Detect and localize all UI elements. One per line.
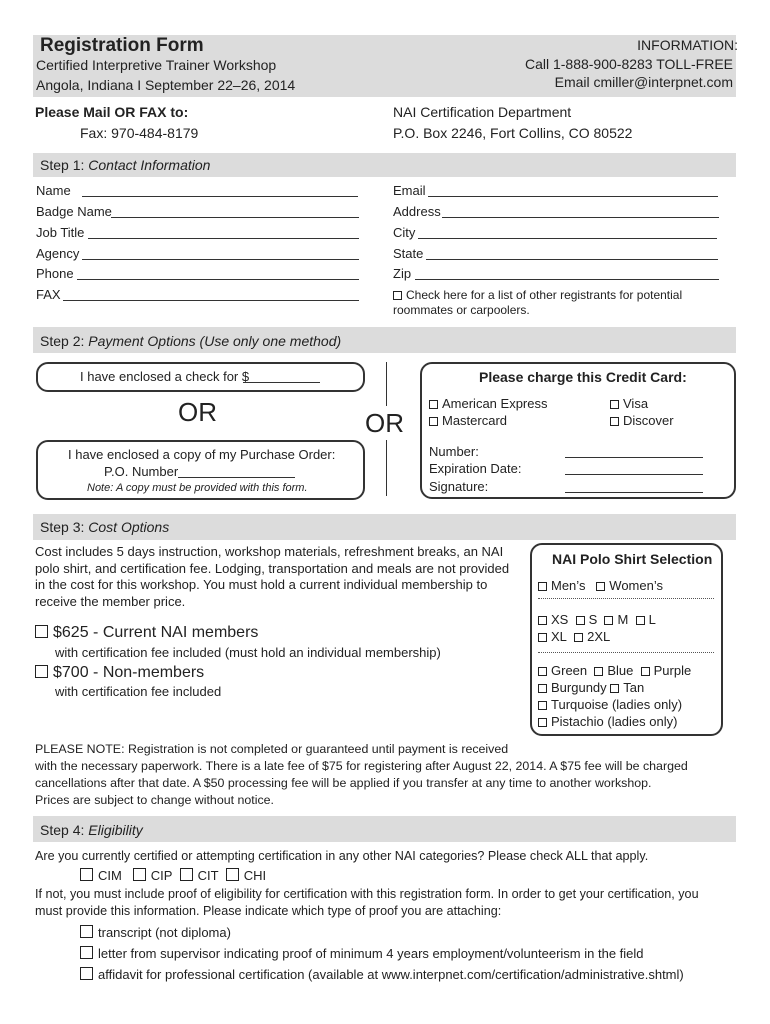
info-title: INFORMATION: xyxy=(637,37,738,53)
field-label-zip: Zip xyxy=(393,266,412,281)
category-list xyxy=(80,868,266,883)
roommate-label-2: roommates or carpoolers. xyxy=(393,303,530,317)
mail-label: Please Mail OR FAX to: xyxy=(35,104,189,120)
roommate-label-1: Check here for a list of other registrants for potential xyxy=(406,288,683,302)
field-address-input[interactable] xyxy=(442,217,719,218)
polo-genders xyxy=(538,578,663,593)
blue-checkbox[interactable] xyxy=(594,667,603,676)
or-divider-top xyxy=(386,362,387,406)
field-label-address: Address xyxy=(393,204,441,219)
women-checkbox[interactable] xyxy=(596,582,605,591)
mail-address: P.O. Box 2246, Fort Collins, CO 80522 xyxy=(393,125,633,141)
mail-fax: Fax: 970-484-8179 xyxy=(80,125,199,141)
field-state-input[interactable] xyxy=(426,259,718,260)
polo-colors-row1 xyxy=(538,663,691,678)
category-chi[interactable]: CHI xyxy=(226,868,266,883)
2xl-checkbox[interactable] xyxy=(574,633,583,642)
size-m[interactable]: M xyxy=(604,612,628,627)
polo-title: NAI Polo Shirt Selection xyxy=(552,551,713,567)
transcript-checkbox[interactable] xyxy=(80,925,93,938)
field-zip-input[interactable] xyxy=(415,279,719,280)
nonmember-checkbox[interactable] xyxy=(35,665,48,678)
field-agency-input[interactable] xyxy=(82,259,359,260)
field-fax-input[interactable] xyxy=(63,300,359,301)
card-visa[interactable]: Visa xyxy=(610,396,648,411)
tan-checkbox[interactable] xyxy=(610,684,619,693)
cip-checkbox[interactable] xyxy=(133,868,146,881)
letter-checkbox[interactable] xyxy=(80,946,93,959)
field-label-phone: Phone xyxy=(36,266,74,281)
l-checkbox[interactable] xyxy=(636,616,645,625)
cc-expiration-input[interactable] xyxy=(565,474,703,475)
field-label-email: Email xyxy=(393,183,426,198)
option-nonmember[interactable]: $700 - Non-members xyxy=(35,664,204,682)
step3-heading: Step 3: Cost Options xyxy=(40,519,170,535)
men-checkbox[interactable] xyxy=(538,582,547,591)
option-member-sub: with certification fee included (must hold an individual membership) xyxy=(55,645,441,660)
cc-number-label: Number: xyxy=(429,444,479,459)
cc-title: Please charge this Credit Card: xyxy=(479,369,687,385)
m-checkbox[interactable] xyxy=(604,616,613,625)
category-cim[interactable]: CIM xyxy=(80,868,122,883)
cost-description: Cost includes 5 days instruction, workshop materials, refreshment breaks, an NAI polo shirt, and certification fee. Lodging, transportation and meals are not provided in the cost for this workshop. You must hold a current individual membership to receive the member price. xyxy=(35,544,510,609)
color-turquoise[interactable]: Turquoise (ladies only) xyxy=(538,697,682,712)
turquoise-checkbox[interactable] xyxy=(538,701,547,710)
proof-affidavit[interactable]: affidavit for professional certification (available at www.interpnet.com/certification/administrative.shtml) xyxy=(80,967,684,982)
category-cip[interactable]: CIP xyxy=(133,868,173,883)
step2-heading: Step 2: Payment Options (Use only one method) xyxy=(40,333,342,349)
polo-colors-row3 xyxy=(538,697,682,712)
polo-colors-row2 xyxy=(538,680,644,695)
field-label-agency: Agency xyxy=(36,246,80,261)
field-name-input[interactable] xyxy=(82,196,358,197)
affidavit-checkbox[interactable] xyxy=(80,967,93,980)
cc-signature-label: Signature: xyxy=(429,479,489,494)
proof-transcript[interactable]: transcript (not diploma) xyxy=(80,925,231,940)
field-label-jobtitle: Job Title xyxy=(36,225,85,240)
check-text: I have enclosed a check for $ xyxy=(80,369,250,384)
po-number-input[interactable] xyxy=(178,477,295,478)
cc-expiration-label: Expiration Date: xyxy=(429,461,522,476)
info-email: Email cmiller@interpnet.com xyxy=(554,74,733,90)
size-s[interactable]: S xyxy=(576,612,598,627)
roommate-option[interactable] xyxy=(393,288,682,318)
field-city-input[interactable] xyxy=(418,238,717,239)
polo-divider-1 xyxy=(538,598,714,599)
proof-instructions: If not, you must include proof of eligibility for certification with this registration form. In order to get your certification, you must provide this information. Please indicate which type of proof you are attaching: xyxy=(35,887,699,918)
field-jobtitle-input[interactable] xyxy=(88,238,359,239)
size-2xl[interactable]: 2XL xyxy=(574,629,610,644)
polo-colors-row4 xyxy=(538,714,677,729)
color-purple[interactable]: Purple xyxy=(641,663,692,678)
workshop-location: Angola, Indiana I September 22–26, 2014 xyxy=(36,77,296,93)
field-phone-input[interactable] xyxy=(77,279,359,280)
or-divider-bottom xyxy=(386,440,387,496)
field-label-city: City xyxy=(393,225,416,240)
cc-signature-input[interactable] xyxy=(565,492,703,493)
color-blue[interactable]: Blue xyxy=(594,663,633,678)
polo-sizes-row1 xyxy=(538,612,656,627)
field-label-name: Name xyxy=(36,183,71,198)
field-badge-input[interactable] xyxy=(111,217,359,218)
roommate-checkbox[interactable] xyxy=(393,291,402,300)
or-left: OR xyxy=(178,397,217,427)
field-label-badge: Badge Name xyxy=(36,204,112,219)
member-checkbox[interactable] xyxy=(35,625,48,638)
or-center: OR xyxy=(365,408,404,438)
form-title: Registration Form xyxy=(40,35,204,56)
option-member[interactable]: $625 - Current NAI members xyxy=(35,624,258,642)
cit-checkbox[interactable] xyxy=(180,868,193,881)
burgundy-checkbox[interactable] xyxy=(538,684,547,693)
mastercard-checkbox[interactable] xyxy=(429,417,438,426)
workshop-subtitle: Certified Interpretive Trainer Workshop xyxy=(36,57,277,73)
category-cit[interactable]: CIT xyxy=(180,868,219,883)
po-note: Note: A copy must be provided with this form. xyxy=(87,482,308,494)
color-pistachio[interactable]: Pistachio (ladies only) xyxy=(538,714,677,729)
card-mastercard[interactable]: Mastercard xyxy=(429,413,507,428)
gender-men[interactable]: Men’s xyxy=(538,578,585,593)
mail-dept: NAI Certification Department xyxy=(393,104,572,120)
po-number-label: P.O. Number xyxy=(104,464,179,479)
color-green[interactable]: Green xyxy=(538,663,587,678)
po-text: I have enclosed a copy of my Purchase Order: xyxy=(68,447,336,462)
field-label-state: State xyxy=(393,246,424,261)
size-xs[interactable]: XS xyxy=(538,612,568,627)
green-checkbox[interactable] xyxy=(538,667,547,676)
info-phone: Call 1-888-900-8283 TOLL-FREE xyxy=(524,56,733,72)
step4-heading: Step 4: Eligibility xyxy=(40,822,143,838)
option-nonmember-sub: with certification fee included xyxy=(55,684,222,699)
color-tan[interactable]: Tan xyxy=(610,680,644,695)
gender-women[interactable]: Women’s xyxy=(596,578,663,593)
size-l[interactable]: L xyxy=(636,612,656,627)
polo-divider-2 xyxy=(538,652,714,653)
color-burgundy[interactable]: Burgundy xyxy=(538,680,607,695)
please-note: PLEASE NOTE: Registration is not completed or guaranteed until payment is received with the necessary paperwork. There is a late fee of $75 for registering after August 22, 2014. A $75 fee will be charged cancellations after that date. A $50 processing fee will be applied if you transfer at any time to another workshop. Prices are subject to change without notice. xyxy=(35,742,688,807)
xs-checkbox[interactable] xyxy=(538,616,547,625)
step1-heading: Step 1: Contact Information xyxy=(40,157,211,173)
proof-letter[interactable]: letter from supervisor indicating proof of minimum 4 years employment/volunteerism in the field xyxy=(80,946,644,961)
chi-checkbox[interactable] xyxy=(226,868,239,881)
s-checkbox[interactable] xyxy=(576,616,585,625)
purple-checkbox[interactable] xyxy=(641,667,650,676)
eligibility-question: Are you currently certified or attempting certification in any other NAI categories? Please check ALL that apply. xyxy=(35,849,649,863)
check-amount-input[interactable] xyxy=(243,382,320,383)
card-amex[interactable]: American Express xyxy=(429,396,547,411)
field-label-fax: FAX xyxy=(36,287,61,302)
cim-checkbox[interactable] xyxy=(80,868,93,881)
size-xl[interactable]: XL xyxy=(538,629,567,644)
amex-checkbox[interactable] xyxy=(429,400,438,409)
xl-checkbox[interactable] xyxy=(538,633,547,642)
field-email-input[interactable] xyxy=(428,196,718,197)
polo-sizes-row2 xyxy=(538,629,610,644)
cc-number-input[interactable] xyxy=(565,457,703,458)
discover-checkbox[interactable] xyxy=(610,417,619,426)
card-discover[interactable]: Discover xyxy=(610,413,674,428)
visa-checkbox[interactable] xyxy=(610,400,619,409)
pistachio-checkbox[interactable] xyxy=(538,718,547,727)
